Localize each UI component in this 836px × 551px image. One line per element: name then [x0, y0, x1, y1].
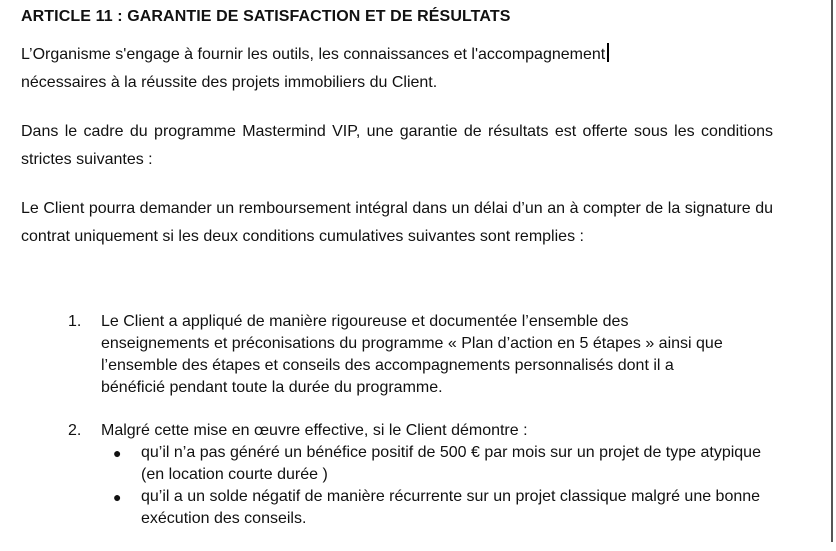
bullet-text: qu’il a un solde négatif de manière récurrente sur un projet classique malgré une bonne exécution des conseils. [141, 488, 761, 527]
condition-bullet-list [101, 442, 773, 530]
paragraph-refund-terms: Le Client pourra demander un remboursement intégral dans un délai d’un an à compter de la signature du contrat uniquement si les deux conditions cumulatives suivantes sont remplies : [21, 200, 773, 245]
text-cursor [607, 43, 609, 62]
condition-text: Le Client a appliqué de manière rigoureuse et documentée l’ensemble des enseignements et préconisations du programme « Plan d’action en 5 étapes » ainsi que l’ensemble des étapes et conseils des accompagnements personnalisés dont il a bénéficié pendant toute la durée du programme. [101, 313, 723, 396]
condition-item [21, 420, 773, 530]
article-heading: ARTICLE 11 : GARANTIE DE SATISFACTION ET DE RÉSULTATS [21, 8, 511, 25]
conditions-list [21, 311, 773, 551]
condition-text: Malgré cette mise en œuvre effective, si le Client démontre : [101, 422, 528, 439]
condition-number: 2. [68, 422, 82, 439]
bullet-icon: ● [113, 445, 122, 461]
paragraph-commitment-text: L’Organisme s'engage à fournir les outils, les connaissances et l'accompagnement nécessaires à la réussite des projets immobiliers du Client. [21, 46, 609, 91]
bullet-icon: ● [113, 489, 122, 505]
list-item [101, 486, 761, 530]
document-body [21, 5, 773, 527]
bullet-text: qu’il n’a pas généré un bénéfice positif de 500 € par mois sur un projet de type atypique (en location courte durée ) [141, 444, 761, 483]
paragraph-commitment[interactable] [21, 41, 773, 97]
paragraph-guarantee-intro: Dans le cadre du programme Mastermind VIP, une garantie de résultats est offerte sous les conditions strictes suivantes : [21, 123, 773, 168]
condition-item [21, 311, 741, 399]
list-item [101, 442, 761, 486]
condition-number: 1. [68, 313, 82, 330]
